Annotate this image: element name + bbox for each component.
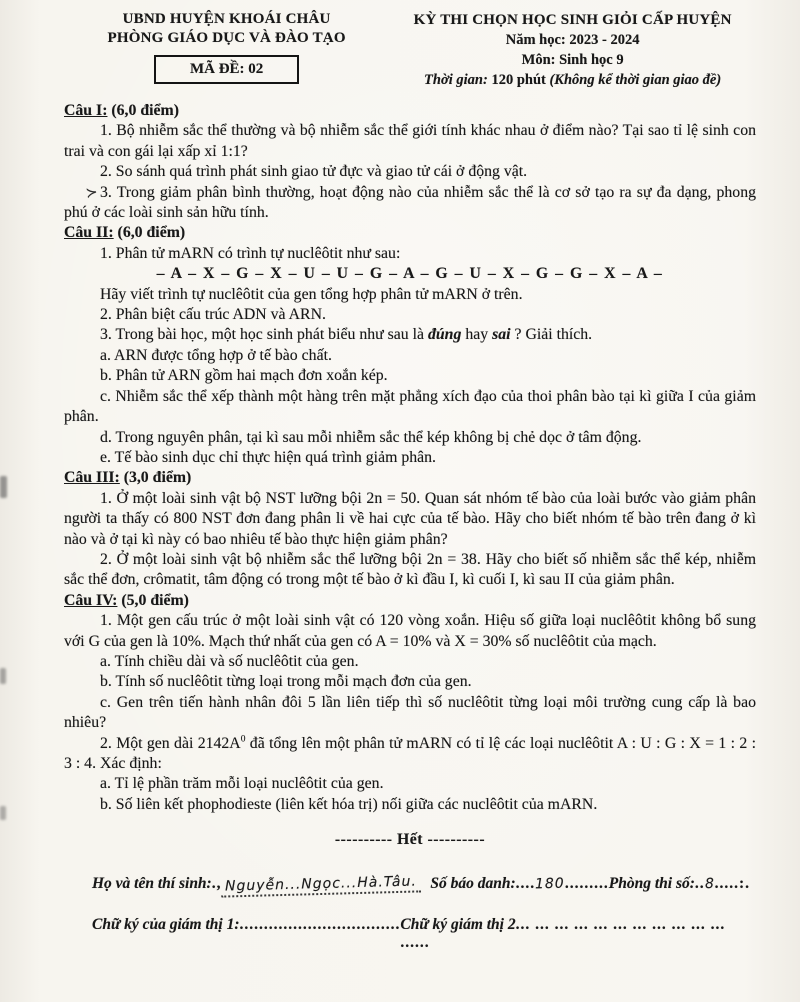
exam-room-label: Phòng thi số: — [608, 875, 695, 893]
cau-4-points: (5,0 điểm) — [117, 591, 189, 609]
proctor-2-signature-field — [400, 916, 750, 952]
candidate-name-field — [92, 875, 421, 895]
school-year: Năm học: 2023 - 2024 — [505, 32, 640, 48]
candidate-number-field — [430, 875, 750, 893]
subject: Môn: Sinh học 9 — [521, 52, 624, 68]
cau-4-heading — [64, 591, 756, 611]
marn-nucleotide-sequence: – A – X – G – X – U – U – G – A – G – U – X – G – G – X – A – — [156, 265, 664, 283]
section-cau-4 — [64, 591, 756, 815]
angstrom-superscript: 0 — [240, 734, 246, 745]
cau-4-item-2-part2: đã tổng lên một phân tử mARN có tỉ lệ các loại nuclêôtit A : U : G : X = 1 : 2 : 3 : 4. Xác định: — [64, 734, 756, 772]
authority-line-2: PHÒNG GIÁO DỤC VÀ ĐÀO TẠO — [107, 30, 346, 46]
cau-2-item-2: 2. Phân biệt cấu trúc ADN và ARN. — [100, 306, 326, 324]
cau-4-title: Câu IV: — [64, 591, 118, 609]
cau-1-item-2: 2. So sánh quá trình phát sinh giao tử đực và giao tử cái ở động vật. — [100, 163, 528, 181]
room-dots-2: .....:. — [714, 875, 750, 893]
end-of-exam-divider: ---------- Hết ---------- — [334, 831, 486, 849]
proctor-1-dots: ................................. — [239, 916, 401, 934]
exam-title-block — [389, 10, 756, 91]
section-cau-3 — [64, 468, 756, 590]
cau-4-item-1: 1. Một gen cấu trúc ở một loài sinh vật có 120 vòng xoắn. Hiệu số giữa loại nuclêôtit không bổ sung với G của gen là 10%. Mạch thứ nhất của gen có A = 10% và X = 30% số nuclêôtit của mạch. — [64, 612, 756, 650]
proctor-2-dots: ... ... ... ... ... ... ... ... ... ... ... ...... — [400, 916, 726, 952]
scan-artifact — [0, 806, 6, 820]
cau-1-item-3 — [64, 183, 756, 224]
cau-4-sub-a2: a. Tỉ lệ phần trăm mỗi loại nuclêôtit của gen. — [100, 775, 384, 793]
issuing-authority-block — [64, 10, 389, 84]
proctor-2-signature-label: Chữ ký giám thị 2 — [400, 916, 516, 934]
cau-2-item-3-part2: hay — [461, 326, 493, 344]
duration-value: 120 phút — [491, 72, 550, 88]
word-dung: đúng — [428, 326, 462, 344]
candidate-info-footer — [64, 875, 756, 952]
section-cau-1 — [64, 101, 756, 223]
candidate-name-label: Họ và tên thí sinh: — [92, 875, 212, 893]
cau-2-sub-e: e. Tế bào sinh dục chỉ thực hiện quá trình giảm phân. — [100, 448, 436, 466]
handwritten-candidate-name: Nguyễn...Ngọc...Hà.Tâu. — [221, 874, 421, 898]
cau-1-item-1: 1. Bộ nhiễm sắc thể thường và bộ nhiễm sắc thể giới tính khác nhau ở điểm nào? Tại sao tỉ lệ sinh con trai và con gái lại xấp xỉ 1:1? — [64, 122, 756, 160]
cau-2-item-1b: Hãy viết trình tự nuclêôtit của gen tổng hợp phân tử mARN ở trên. — [100, 285, 523, 303]
word-sai: sai — [492, 326, 511, 344]
footer-row-2 — [92, 916, 750, 952]
scan-artifact — [0, 668, 6, 684]
scan-artifact — [0, 476, 7, 498]
cau-2-heading — [64, 223, 756, 243]
authority-line-1: UBND HUYỆN KHOÁI CHÂU — [122, 11, 331, 27]
duration-label: Thời gian: — [424, 72, 492, 88]
exam-title: KỲ THI CHỌN HỌC SINH GIỎI CẤP HUYỆN — [413, 12, 732, 28]
footer-row-1 — [92, 875, 750, 895]
cau-4-item-2 — [64, 734, 756, 775]
cau-2-title: Câu II: — [64, 224, 114, 242]
candidate-number-label: Số báo danh: — [430, 875, 516, 893]
cau-2-item-1: 1. Phân tử mARN có trình tự nuclêôtit như sau: — [100, 244, 401, 262]
cau-2-sub-d: d. Trong nguyên phân, tại kì sau mỗi nhiễm sắc thể kép không bị chẻ dọc ở tâm động. — [100, 428, 642, 446]
cau-1-item-3-text: 3. Trong giảm phân bình thường, hoạt động nào của nhiễm sắc thể là cơ sở tạo ra sự đa dạng, phong phú ở các loài sinh sản hữu tính. — [64, 183, 756, 222]
cau-4-item-2-part1: 2. Một gen dài 2142A — [100, 734, 241, 752]
cau-2-item-3-part1: 3. Trong bài học, một học sinh phát biểu như sau là — [100, 326, 428, 344]
cau-4-sub-b2: b. Số liên kết phophodieste (liên kết hóa trị) nối giữa các nuclêôtit của mARN. — [100, 795, 598, 813]
handwritten-candidate-number: 180 — [534, 875, 566, 893]
cau-2-sub-b: b. Phân tử ARN gồm hai mạch đơn xoắn kép. — [100, 367, 388, 385]
cau-4-sub-a: a. Tính chiều dài và số nuclêôtit của gen. — [100, 652, 359, 670]
exam-duration — [389, 70, 756, 91]
cau-3-item-2: 2. Ở một loài sinh vật bộ nhiễm sắc thể lưỡng bội 2n = 38. Hãy cho biết số nhiễm sắc thể kép, nhiễm sắc thể đơn, crômatit, tâm động có trong một tế bào ở kì đầu I, kì cuối I, kì sau II của giảm phân. — [64, 550, 756, 589]
room-dots-1: .. — [694, 875, 705, 893]
proctor-1-signature-label: Chữ ký của giám thị 1: — [92, 916, 240, 934]
exam-body — [64, 101, 756, 952]
cau-2-item-3-part3: ? Giải thích. — [510, 326, 593, 344]
cau-2-item-3 — [64, 325, 756, 345]
sbd-dots-1: .... — [515, 875, 536, 893]
cau-2-sub-c: c. Nhiễm sắc thể xếp thành một hàng trên mặt phẳng xích đạo của thoi phân bào tại kì giữa I của giảm phân. — [64, 387, 756, 426]
cau-3-title: Câu III: — [64, 469, 120, 487]
cau-3-item-1: 1. Ở một loài sinh vật bộ NST lưỡng bội 2n = 50. Quan sát nhóm tế bào của loài bước vào giảm phân người ta thấy có 800 NST đơn đang phân li về hai cực của tế bào. Hãy cho biết nhóm tế bào trên đang ở kì nào và ở tại kì này có bao nhiêu tế bào thực hiện giảm phân? — [64, 489, 756, 548]
cau-1-title: Câu I: — [64, 102, 108, 119]
cau-1-heading — [64, 101, 756, 121]
sbd-dots-2: ......... — [564, 875, 609, 893]
cau-2-sub-a: a. ARN được tổng hợp ở tế bào chất. — [100, 346, 332, 364]
cau-2-points: (6,0 điểm) — [113, 224, 186, 242]
handwritten-arrow-mark: ≻ — [84, 184, 99, 202]
handwritten-room-number: 8 — [704, 876, 715, 893]
cau-3-heading — [64, 468, 756, 488]
cau-4-sub-c: c. Gen trên tiến hành nhân đôi 5 lần liên tiếp thì số nuclêôtit từng loại môi trường cung cấp là bao nhiêu? — [64, 693, 756, 732]
exam-code-box: MÃ ĐỀ: 02 — [154, 55, 299, 84]
duration-note: (Không kể thời gian giao đề) — [549, 72, 722, 88]
cau-1-points: (6,0 điểm) — [107, 102, 179, 119]
proctor-1-signature-field — [92, 916, 400, 934]
section-cau-2 — [64, 223, 756, 468]
cau-3-points: (3,0 điểm) — [119, 469, 192, 487]
document-header — [64, 10, 756, 91]
name-dots: ., — [211, 875, 222, 893]
cau-4-sub-b: b. Tính số nuclêôtit từng loại trong mỗi mạch đơn của gen. — [100, 673, 472, 691]
